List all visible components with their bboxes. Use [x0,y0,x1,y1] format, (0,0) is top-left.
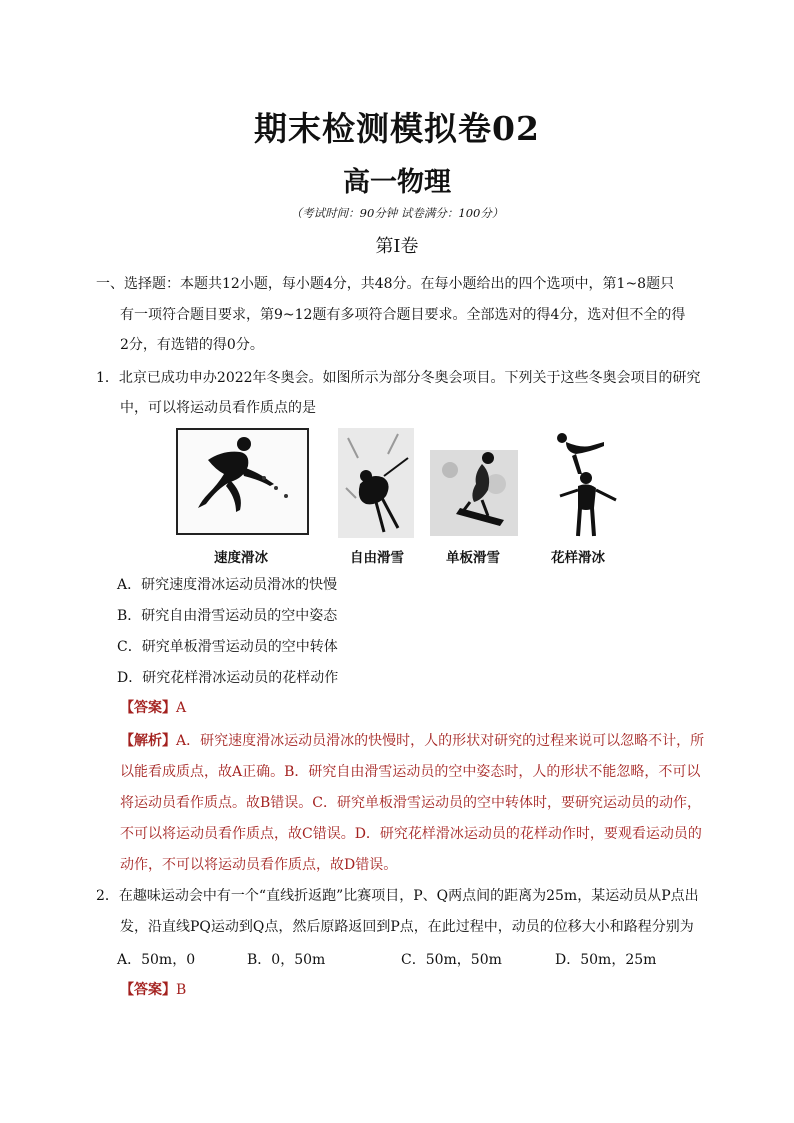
q1-analysis-label: 【解析】 [120,733,176,749]
caption-speed-skating: 速度滑冰 [214,550,268,566]
q2-answer-value: B [176,982,187,998]
q1-option-b: B．研究自由滑雪运动员的空中姿态 [117,608,338,624]
volume-heading: 第Ⅰ卷 [375,236,419,257]
q1-analysis-line-5: 动作，不可以将运动员看作质点，故D错误。 [120,857,398,873]
q2-answer-label: 【答案】 [120,982,176,998]
caption-figure-skating: 花样滑冰 [551,550,605,566]
q2-option-a: A．50m，0 [117,952,196,968]
section-line-2: 有一项符合题目要求，第9~12题有多项符合题目要求。全部选对的得4分，选对但不全的得 [120,307,686,323]
q1-option-a: A．研究速度滑冰运动员滑冰的快慢 [117,577,338,593]
q1-analysis-text-1: A．研究速度滑冰运动员滑冰的快慢时，人的形状对研究的过程来说可以忽略不计，所 [176,733,705,749]
q2-option-c: C．50m，50m [401,952,502,968]
exam-note: （考试时间：90分钟 试卷满分：100分） [290,206,504,220]
q1-answer [120,698,186,718]
q2-line-2: 发，沿直线PQ运动到Q点，然后原路返回到P点，在此过程中，动员的位移大小和路程分别为 [120,919,694,935]
q2-option-b: B．0，50m [247,952,326,968]
q2-line-1: 2．在趣味运动会中有一个“直线折返跑”比赛项目，P、Q两点间的距离为25m，某运动员从P点出 [96,888,699,904]
page-subtitle: 高一物理 [343,167,451,198]
section-line-1: 一、选择题：本题共12小题，每小题4分，共48分。在每小题给出的四个选项中，第1~8题只 [96,276,675,292]
q1-line-2: 中，可以将运动员看作质点的是 [120,400,316,416]
snowboarding-image [430,450,518,536]
q1-analysis-line-4: 不可以将运动员看作质点，故C错误。D．研究花样滑冰运动员的花样动作时，要观看运动员的 [120,826,702,842]
speed-skating-image [176,428,309,535]
figure-skating-image [546,428,626,538]
q2-option-d: D．50m，25m [555,952,657,968]
q1-answer-label: 【答案】 [120,700,176,716]
q1-option-c: C．研究单板滑雪运动员的空中转体 [117,639,338,655]
caption-freestyle-skiing: 自由滑雪 [350,550,404,566]
q1-analysis-line-2: 以能看成质点，故A正确。B．研究自由滑雪运动员的空中姿态时，人的形状不能忽略，不可以 [120,764,701,780]
section-line-3: 2分，有选错的得0分。 [120,337,264,353]
q1-answer-value: A [176,700,187,716]
caption-snowboarding: 单板滑雪 [446,550,500,566]
q1-analysis-line-1 [120,731,704,751]
q1-line-1: 1．北京已成功申办2022年冬奥会。如图所示为部分冬奥会项目。下列关于这些冬奥会项目的研究 [96,370,701,386]
q2-answer [120,980,186,1000]
page-title: 期末检测模拟卷02 [254,109,540,148]
q1-option-d: D．研究花样滑冰运动员的花样动作 [117,670,339,686]
freestyle-skiing-image [338,428,414,538]
q1-analysis-line-3: 将运动员看作质点。故B错误。C．研究单板滑雪运动员的空中转体时，要研究运动员的动作， [120,795,701,811]
